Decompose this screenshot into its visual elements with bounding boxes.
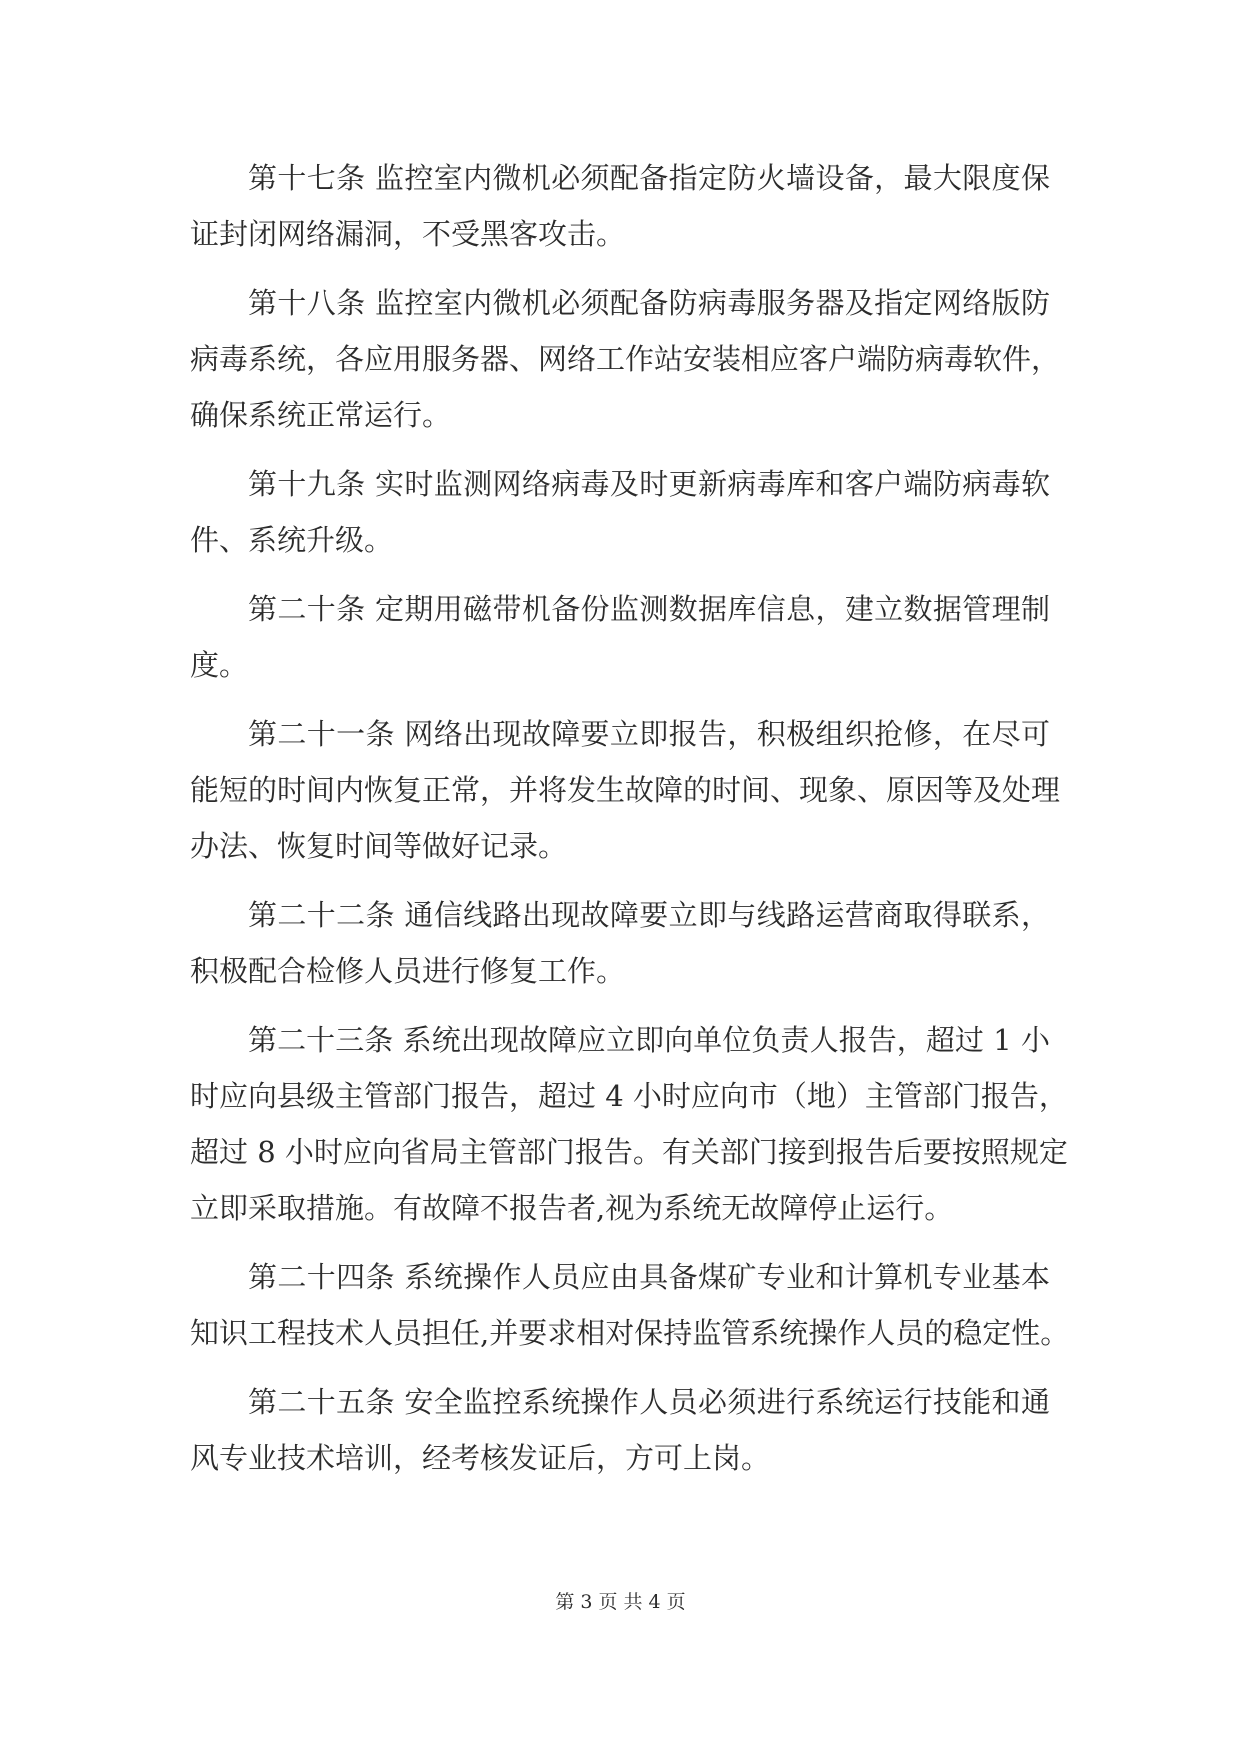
paragraph-line: 时应向县级主管部门报告，超过 4 小时应向市（地）主管部门报告， xyxy=(190,1079,1068,1113)
paragraph-line: 病毒系统，各应用服务器、网络工作站安装相应客户端防病毒软件， xyxy=(190,342,1061,376)
paragraph-line: 证封闭网络漏洞，不受黑客攻击。 xyxy=(190,217,626,251)
paragraph-line: 立即采取措施。有故障不报告者,视为系统无故障停止运行。 xyxy=(190,1191,954,1225)
article-paragraph xyxy=(190,581,1050,693)
paragraph-line: 风专业技术培训，经考核发证后，方可上岗。 xyxy=(190,1441,771,1475)
paragraph-line: 第十八条 监控室内微机必须配备防病毒服务器及指定网络版防 xyxy=(248,286,1050,320)
paragraph-line: 确保系统正常运行。 xyxy=(190,398,452,432)
paragraph-line: 积极配合检修人员进行修复工作。 xyxy=(190,954,626,988)
document-body xyxy=(190,150,1070,1499)
paragraph-line: 办法、恢复时间等做好记录。 xyxy=(190,829,568,863)
paragraph-line: 第二十二条 通信线路出现故障要立即与线路运营商取得联系， xyxy=(248,898,1050,932)
article-paragraph xyxy=(190,456,1050,568)
paragraph-line: 第二十四条 系统操作人员应由具备煤矿专业和计算机专业基本 xyxy=(248,1260,1050,1294)
page-footer: 第 3 页 共 4 页 xyxy=(555,1591,686,1613)
paragraph-line: 知识工程技术人员担任,并要求相对保持监管系统操作人员的稳定性。 xyxy=(190,1316,1070,1350)
paragraph-line: 第二十五条 安全监控系统操作人员必须进行系统运行技能和通 xyxy=(248,1385,1050,1419)
article-paragraph xyxy=(190,706,1061,874)
article-paragraph xyxy=(190,150,1050,262)
article-paragraph xyxy=(190,1249,1070,1361)
article-paragraph xyxy=(190,275,1061,443)
paragraph-line: 第十九条 实时监测网络病毒及时更新病毒库和客户端防病毒软 xyxy=(248,467,1050,501)
article-paragraph xyxy=(190,1374,1050,1486)
paragraph-line: 第十七条 监控室内微机必须配备指定防火墙设备，最大限度保 xyxy=(248,161,1050,195)
paragraph-line: 件、系统升级。 xyxy=(190,523,394,557)
paragraph-line: 第二十条 定期用磁带机备份监测数据库信息，建立数据管理制 xyxy=(248,592,1050,626)
paragraph-line: 第二十一条 网络出现故障要立即报告，积极组织抢修，在尽可 xyxy=(248,717,1050,751)
paragraph-line: 度。 xyxy=(190,648,249,682)
article-paragraph xyxy=(190,887,1050,999)
article-paragraph xyxy=(190,1012,1068,1236)
paragraph-line: 超过 8 小时应向省局主管部门报告。有关部门接到报告后要按照规定 xyxy=(190,1135,1068,1169)
paragraph-line: 第二十三条 系统出现故障应立即向单位负责人报告，超过 1 小 xyxy=(248,1023,1050,1057)
paragraph-line: 能短的时间内恢复正常，并将发生故障的时间、现象、原因等及处理 xyxy=(190,773,1061,807)
